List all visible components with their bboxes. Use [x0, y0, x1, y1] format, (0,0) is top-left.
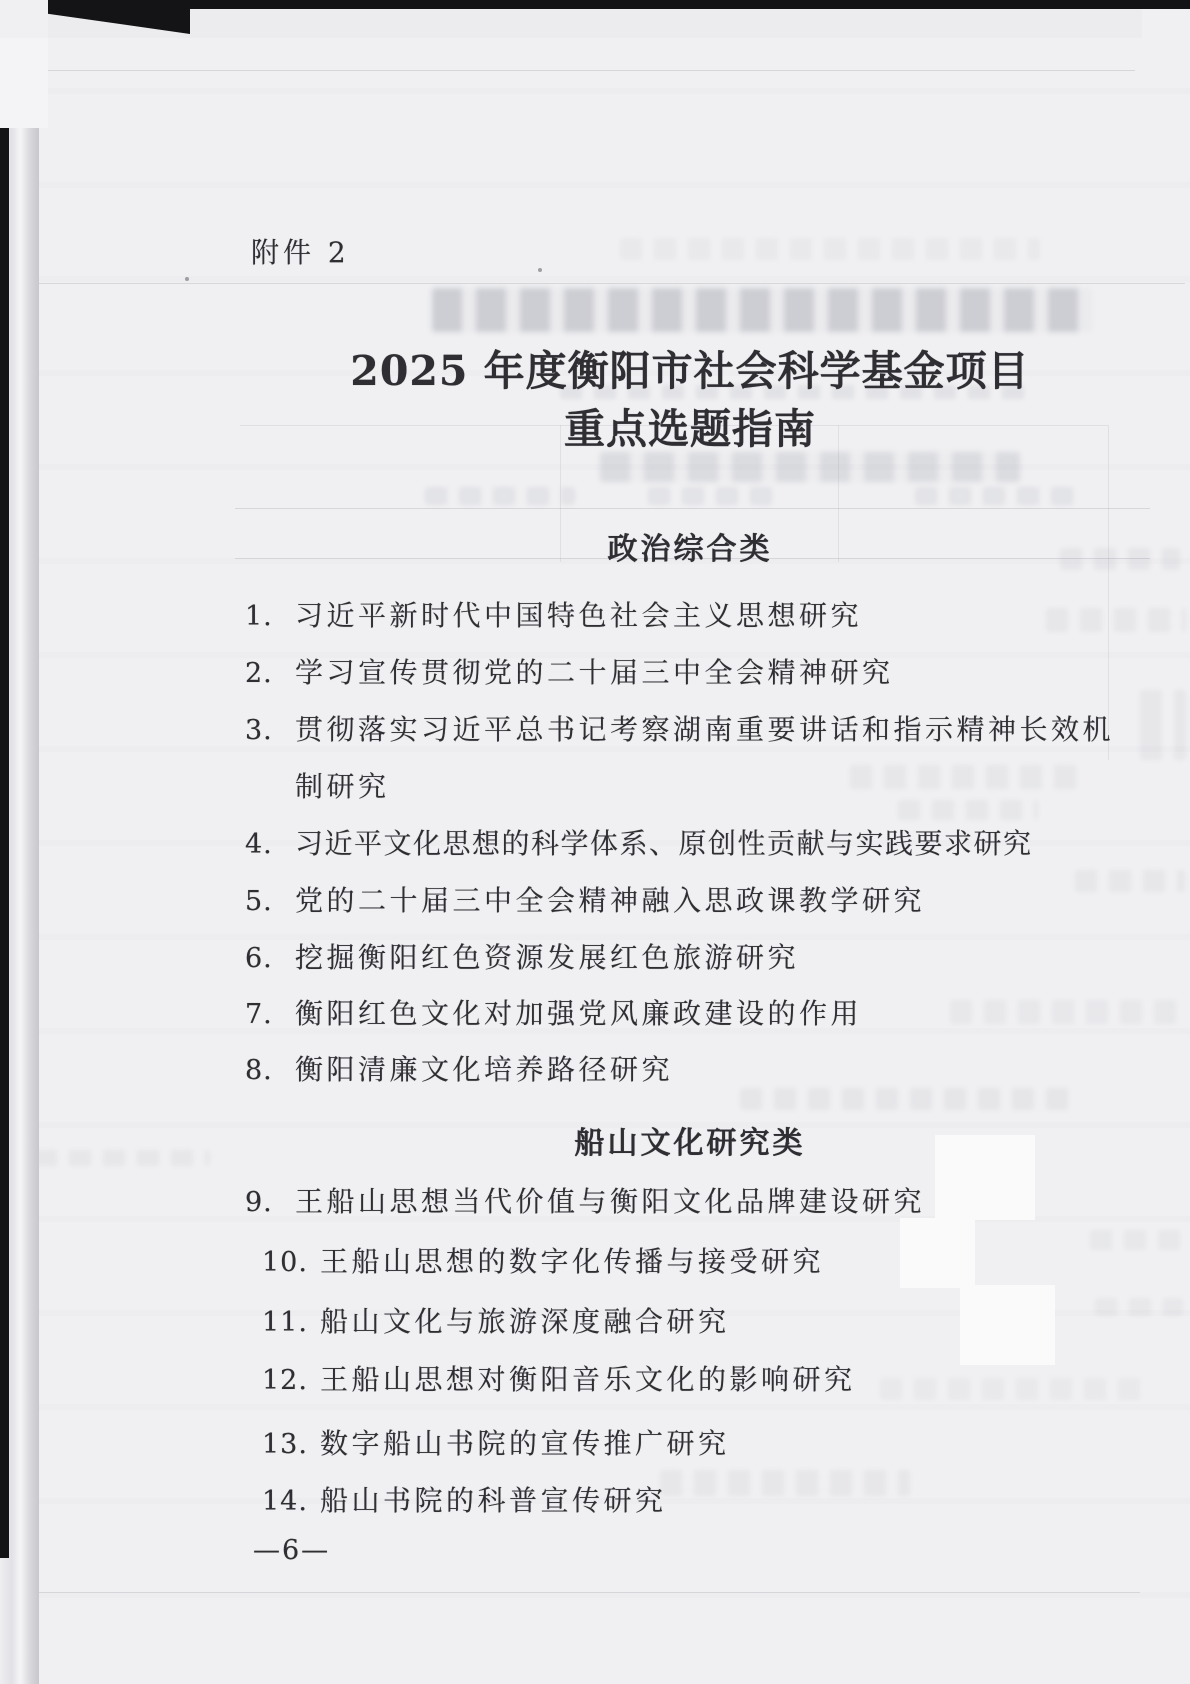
- list-item-line: [262, 1240, 824, 1280]
- whiteout-patch: [960, 1285, 1055, 1365]
- item-number: 14.: [262, 1486, 308, 1517]
- item-text: 船山书院的科普宣传研究: [320, 1484, 667, 1517]
- list-item-line: [245, 594, 862, 634]
- item-number: 2.: [245, 658, 273, 689]
- document-title-line1: 2025 年度衡阳市社会科学基金项目: [350, 347, 1030, 395]
- scan-hairline: [0, 70, 1135, 71]
- bleed-through-ghost: [648, 487, 783, 505]
- item-number: 5.: [245, 886, 273, 917]
- scan-streak-bottom: [0, 0, 1142, 38]
- item-number: 1.: [245, 601, 273, 632]
- item-number: 8.: [245, 1055, 273, 1086]
- item-number: 13.: [262, 1429, 308, 1460]
- bleed-through-ghost: [740, 1088, 1070, 1110]
- list-item-line: [262, 1422, 730, 1462]
- item-text: 习近平文化思想的科学体系、原创性贡献与实践要求研究: [295, 827, 1033, 860]
- attachment-label: 附件 2: [251, 236, 350, 269]
- list-item-line: [245, 936, 799, 976]
- item-number: 10.: [262, 1247, 308, 1278]
- bleed-through-ghost: [1075, 870, 1185, 892]
- bleed-through-ghost: [600, 452, 1020, 482]
- item-text: 党的二十届三中全会精神融入思政课教学研究: [295, 884, 926, 917]
- bleed-through-ghost: [1095, 1298, 1183, 1316]
- item-text: 学习宣传贯彻党的二十届三中全会精神研究: [295, 656, 894, 689]
- item-text: 衡阳红色文化对加强党风廉政建设的作用: [295, 997, 863, 1030]
- list-item-line: [262, 1358, 856, 1398]
- bleed-through-ghost: [915, 487, 1085, 505]
- item-number: 6.: [245, 943, 273, 974]
- list-item-line: [295, 765, 390, 805]
- item-text: 习近平新时代中国特色社会主义思想研究: [295, 599, 863, 632]
- scan-hairline: [235, 508, 1150, 509]
- page-number: —6—: [253, 1535, 331, 1566]
- bleed-through-ghost: [898, 800, 1038, 820]
- list-item-line: [262, 1300, 730, 1340]
- bleed-through-ghost: [35, 1150, 210, 1166]
- scan-hairline: [0, 1592, 1140, 1593]
- item-text: 王船山思想对衡阳音乐文化的影响研究: [320, 1363, 856, 1396]
- scan-hairline: [0, 283, 1185, 284]
- bleed-through-ghost: [620, 238, 1040, 260]
- item-number: 11.: [262, 1307, 308, 1338]
- section-heading-politics: 政治综合类: [607, 532, 773, 567]
- item-number: 3.: [245, 715, 273, 746]
- scan-speck: [538, 268, 542, 272]
- item-number: 12.: [262, 1365, 308, 1396]
- list-item-line: [245, 879, 925, 919]
- section-heading-chuanshan: 船山文化研究类: [574, 1126, 806, 1161]
- item-text: 王船山思想的数字化传播与接受研究: [320, 1245, 825, 1278]
- item-number: 7.: [245, 999, 273, 1030]
- item-text: 制研究: [295, 770, 390, 803]
- bleed-through-ghost: [432, 288, 1092, 332]
- item-number: 4.: [245, 829, 273, 860]
- list-item-line: [245, 822, 1033, 862]
- item-text: 挖掘衡阳红色资源发展红色旅游研究: [295, 941, 800, 974]
- list-item-line: [245, 992, 862, 1032]
- bleed-through-ghost: [660, 1470, 910, 1496]
- list-item-line: [245, 651, 894, 691]
- bleed-through-ghost: [1090, 1230, 1185, 1250]
- list-item-line: [245, 708, 1114, 748]
- scan-edge-right: [0, 0, 9, 1558]
- item-text: 王船山思想当代价值与衡阳文化品牌建设研究: [295, 1185, 926, 1218]
- document-title-line2: 重点选题指南: [564, 405, 816, 453]
- list-item-line: [262, 1479, 667, 1519]
- list-item-line: [245, 1048, 673, 1088]
- bleed-through-ghost: [425, 487, 575, 505]
- item-text: 数字船山书院的宣传推广研究: [320, 1427, 730, 1460]
- item-text: 衡阳清廉文化培养路径研究: [295, 1053, 674, 1086]
- item-number: 9.: [245, 1187, 273, 1218]
- bleed-through-ghost: [950, 1000, 1185, 1024]
- scan-speck: [185, 277, 189, 281]
- bleed-through-ghost: [1046, 608, 1186, 632]
- whiteout-patch: [900, 1218, 975, 1288]
- bleed-through-ghost: [1140, 690, 1186, 760]
- item-text: 贯彻落实习近平总书记考察湖南重要讲话和指示精神长效机: [295, 713, 1115, 746]
- item-text: 船山文化与旅游深度融合研究: [320, 1305, 730, 1338]
- list-item-line: [245, 1180, 925, 1220]
- bleed-through-ghost: [880, 1378, 1150, 1400]
- bleed-through-ghost: [850, 765, 1085, 789]
